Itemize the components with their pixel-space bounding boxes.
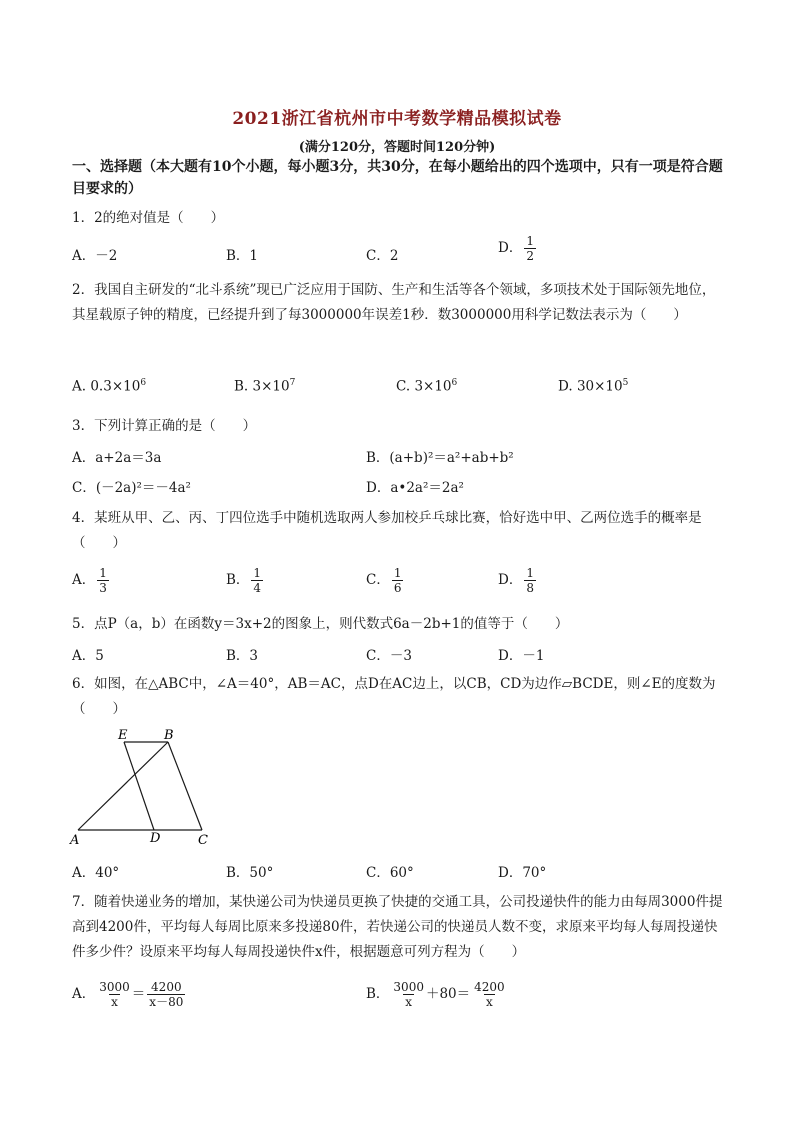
q2-option-a: A. $0.3\times 10^6$ — [72, 378, 147, 395]
label-c: C — [198, 833, 208, 848]
q2-option-d: D. $30\times 10^5$ — [558, 378, 629, 395]
q3-option-c: C．(－2a)²＝－4a² — [72, 480, 191, 496]
q4-option-a: A． $\frac{1}{3}$ — [72, 566, 107, 595]
question-1-stem: 1．2的绝对值是（ ） — [72, 210, 225, 226]
q4-option-b: B． $\frac{1}{4}$ — [226, 566, 262, 595]
q3-option-a: A．a+2a＝3a — [72, 450, 162, 466]
q5-option-a: A．5 — [72, 648, 104, 664]
page-title: 2021浙江省杭州市中考数学精品模拟试卷 — [232, 109, 562, 129]
question-6-stem: 6．如图，在△ABC中，∠A＝40°，AB＝AC，点D在AC边上，以CB，CD为边作▱BCDE，则∠E的度数为（ ） — [72, 676, 716, 717]
q3-option-d: D．a•2a²＝2a² — [366, 480, 464, 496]
edge-bc — [168, 742, 202, 830]
edge-ab — [78, 742, 168, 830]
q5-option-b: B．3 — [226, 648, 259, 664]
q1-option-a: A．－2 — [72, 248, 118, 264]
q1-option-b: B．1 — [226, 248, 259, 264]
question-4-stem: 4．某班从甲、乙、丙、丁四位选手中随机选取两人参加校乒乓球比赛，恰好选中甲、乙两位选手的概率是（ ） — [72, 510, 702, 551]
q6-option-b: B．50° — [226, 865, 274, 881]
label-a: A — [70, 833, 80, 848]
question-2-stem: 2．我国自主研发的“北斗系统”现已广泛应用于国防、生产和生活等各个领域，多项技术处于国际领先地位，其星载原子钟的精度，已经提升到了每3000000年误差1秒．数3000000用科学记数法表示为（ ） — [72, 282, 716, 323]
exam-subtitle: (满分120分，答题时间120分钟) — [298, 140, 496, 155]
section-heading: 一、选择题（本大题有10个小题，每小题3分，共30分，在每小题给出的四个选项中，只有一项是符合题目要求的） — [72, 159, 723, 197]
q1-option-c: C．2 — [366, 248, 399, 264]
question-3-stem: 3．下列计算正确的是（ ） — [72, 418, 257, 434]
label-d: D — [150, 831, 161, 846]
q6-option-d: D．70° — [498, 865, 547, 881]
parallelogram-triangle-figure — [66, 728, 226, 850]
label-e: E — [118, 728, 128, 743]
question-5-stem: 5．点P（a，b）在函数y＝3x+2的图象上，则代数式6a－2b+1的值等于（ ） — [72, 616, 569, 632]
edge-ed — [124, 742, 154, 830]
q5-option-c: C．－3 — [366, 648, 412, 664]
label-b: B — [164, 728, 174, 743]
q5-option-d: D．－1 — [498, 648, 545, 664]
q3-option-b: B．(a+b)²＝a²+ab+b² — [366, 450, 514, 466]
q7-option-b: B． $\frac{3000}{x}$ ＋80＝ $\frac{4200}{x}$ — [366, 980, 505, 1009]
q2-option-c: C. $3\times 10^6$ — [396, 378, 458, 395]
q4-option-d: D． $\frac{1}{8}$ — [498, 566, 534, 595]
q2-option-b: B. $3\times 10^7$ — [234, 378, 296, 395]
question-7-stem: 7．随着快递业务的增加，某快递公司为快递员更换了快捷的交通工具，公司投递快件的能力由每周3000件提高到4200件，平均每人每周比原来多投递80件，若快递公司的快递员人数不变，求原来平均每人每周投递快件多少件？设原来平均每人每周投递快件x件，根据题意可列方程为（ ） — [72, 894, 723, 960]
q7-option-a: A． $\frac{3000}{x}$ ＝ $\frac{4200}{x-80}$ — [72, 980, 184, 1009]
q1-option-d: D． $\frac{1}{2}$ — [498, 234, 534, 263]
q6-option-a: A．40° — [72, 865, 120, 881]
q6-option-c: C．60° — [366, 865, 414, 881]
q4-option-c: C． $\frac{1}{6}$ — [366, 566, 402, 595]
